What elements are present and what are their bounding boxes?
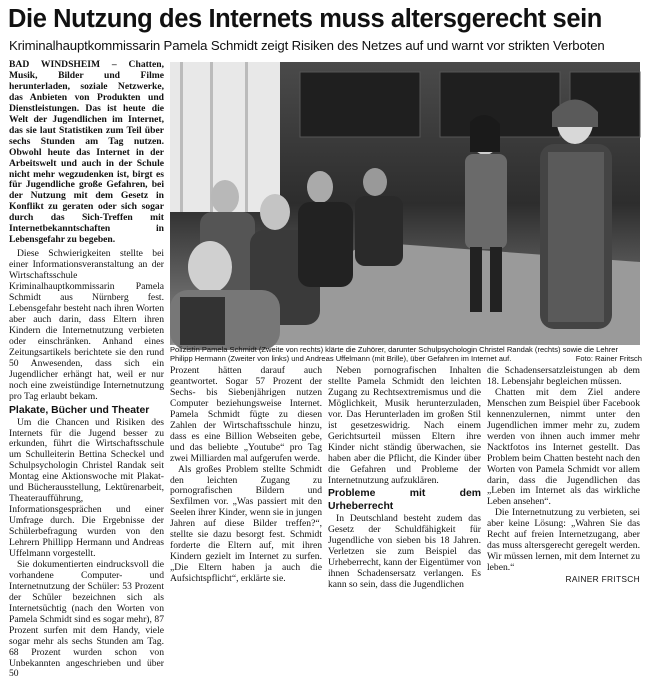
article-column-3 bbox=[328, 366, 481, 591]
paragraph-1: Diese Schwierigkeiten stellte bei einer Informationsveranstaltung an der Wirtschaftsschule Kriminalhauptkommissarin Pamela Schmidt aus Nürnberg fest. Lebensgefahr besteht nach ihren Worten aber auch darin, dass Eltern ihren Kindern die Internetnutzung verbieten oder einschränken. Anhand eines Zeitungsartikels berichtete sie den rund 50 Anwesenden, dass sich ein Jugendlicher erhängt hat, weil er nur noch eine zweistündige Internetnutzung pro Tag erlaubt bekam. bbox=[9, 248, 164, 402]
photo-caption bbox=[170, 345, 642, 364]
paragraph-3: Sie dokumentierten eindrucksvoll die vorhandene Computer- und Internetnutzung der Schüler: 53 Prozent der Schüler bezeichnen sich als Internetsüchtig (nach den Worten von Pamela Schmidt sind es sogar mehr), 87 Prozent surfen mit dem Handy, viele sogar mehr als sechs Stunden am Tag. 68 Prozent wurden schon von Unbekannten angeschrieben und über 50 bbox=[9, 558, 164, 680]
byline: RAINER FRITSCH bbox=[565, 574, 640, 585]
event-photo bbox=[170, 62, 640, 345]
article-column-1 bbox=[9, 60, 164, 680]
paragraph-8: die Schadensersatzleistungen ab dem 18. Lebensjahr begleichen müssen. bbox=[487, 365, 640, 387]
paragraph-6: Neben pornografischen Inhalten stellte Pamela Schmidt den leichten Zugang zu Rechtsextremismus und die Möglichkeit, Musik herunterzuladen, vor. Das Herunterladen im großen Stil ist gesetzeswidrig. Nach einem Gerichtsurteil müssen Eltern ihre Kinder nicht ständig überwachen, sie haben aber die Pflicht, die Kinder über die Gefahren und Probleme der Internetnutzung aufzuklären. bbox=[328, 365, 481, 486]
photo-illustration bbox=[170, 62, 640, 345]
paragraph-2: Um die Chancen und Risiken des Internets für die Jugend besser zu erkunden, führt die Wirtschaftsschule um Schulleiterin Bettina Scheckel und Schulpsychologin Christel Randak seit Montag eine Aktionswoche mit Plakat- und Bücherausstellung, Lektürenarbeit, Theateraufführung, Informationsgesprächen und einer Umfrage durch. Die Ergebnisse der Schülerbefragung wurden von den Lehrern Phillipp Hermann und Andreas Uffelmann vorgestellt. bbox=[9, 416, 164, 559]
subheadline: Kriminalhauptkommissarin Pamela Schmidt zeigt Risiken des Netzes auf und warnt vor strikten Verboten bbox=[9, 38, 605, 53]
section-heading-2: Probleme mit dem Urheberrecht bbox=[328, 488, 481, 513]
paragraph-9: Chatten mit dem Ziel andere Menschen zum Beispiel über Facebook kennenzulernen, nimmt unter den Jugendlichen immer mehr zu, zudem werden von ihnen auch immer mehr Nacktfotos ins Internet gestellt. Das Problem beim Chatten besteht nach den Worten von Pamela Schmidt vor allem darin, dass die Jugendlichen das „Leben im Internet als das wirkliche Leben ansehen“. bbox=[487, 386, 640, 508]
photo-credit: Foto: Rainer Fritsch bbox=[575, 354, 642, 364]
paragraph-7: In Deutschland besteht zudem das Gesetz der Schuldfähigkeit für Jugendliche von sieben bis 18 Jahren. Verletzen sie zum Beispiel das Urheberrecht, kann der Eigentümer von ihnen Schadensersatz verlangen. Es kann so sein, dass die Jugendlichen bbox=[328, 513, 481, 591]
paragraph-10: Die Internetnutzung zu verbieten, sei aber keine Lösung: „Wahren Sie das Recht auf freien Internetzugang, aber das muss altersgerecht geregelt werden. Wir müssen lernen, mit dem Internet zu leben.“ bbox=[487, 507, 640, 574]
article-column-2 bbox=[170, 366, 322, 585]
dateline: BAD WINDSHEIM bbox=[9, 59, 101, 70]
article-column-4 bbox=[487, 366, 640, 585]
caption-text: Polizistin Pamela Schmidt (Zweite von rechts) klärte die Zuhörer, darunter Schulpsychologin Christel Randak (rechts) sowie die Lehrer Philipp Hermann (Zweiter von links) und Andreas Uffelmann (mit Brille), über Gefahren im Internet auf. bbox=[170, 345, 618, 364]
headline: Die Nutzung des Internets muss altersgerecht sein bbox=[8, 5, 602, 33]
paragraph-5: Als großes Problem stellte Schmidt den leichten Zugang zu pornografischen Bildern und Sexfilmen vor. „Was passiert mit den Seelen ihrer Kinder, wenn sie in jungen Jahren auf diese Bilder treffen?“, stellte sie dazu besorgt fest. Schmidt forderte die Eltern auf, mit ihren Kindern gezielt im Internet zu surfen. „Die Eltern haben ja auch die Aufsichtspflicht“, erklärte sie. bbox=[170, 463, 322, 585]
section-heading-1: Plakate, Bücher und Theater bbox=[9, 404, 150, 416]
lead-paragraph bbox=[9, 60, 164, 246]
paragraph-4: Prozent hätten darauf auch geantwortet. Sogar 57 Prozent der Sechs- bis Siebenjährigen nutzen Computer beziehungsweise Internet. Pamela Schmidt fügte zu diesen Zahlen der Wirtschaftsschule hinzu, dass es eine Billion Webseiten gebe, und das beliebte „Youtube“ pro Tag zwei Milliarden mal aufgerufen werde. bbox=[170, 365, 322, 464]
lead-text: – Chatten, Musik, Bilder und Filme herunterladen, soziale Netzwerke, das Anbieten von Produkten und Dienstleistungen. Das ist heute die Welt der Jugendlichen im Internet, das sie laut Statistiken zum Teil über sechs Stunden am Tag nutzen. Obwohl heute das Internet in der Arbeitswelt und auch in der Schule nicht mehr wegzudenken ist, birgt es für Jugendliche große Gefahren, bei der Nutzung mit dem Gesetz in Konflikt zu geraten oder sich sogar durch das Sich-Treffen mit Internetbekanntschaften in Lebensgefahr zu begeben. bbox=[9, 59, 164, 246]
